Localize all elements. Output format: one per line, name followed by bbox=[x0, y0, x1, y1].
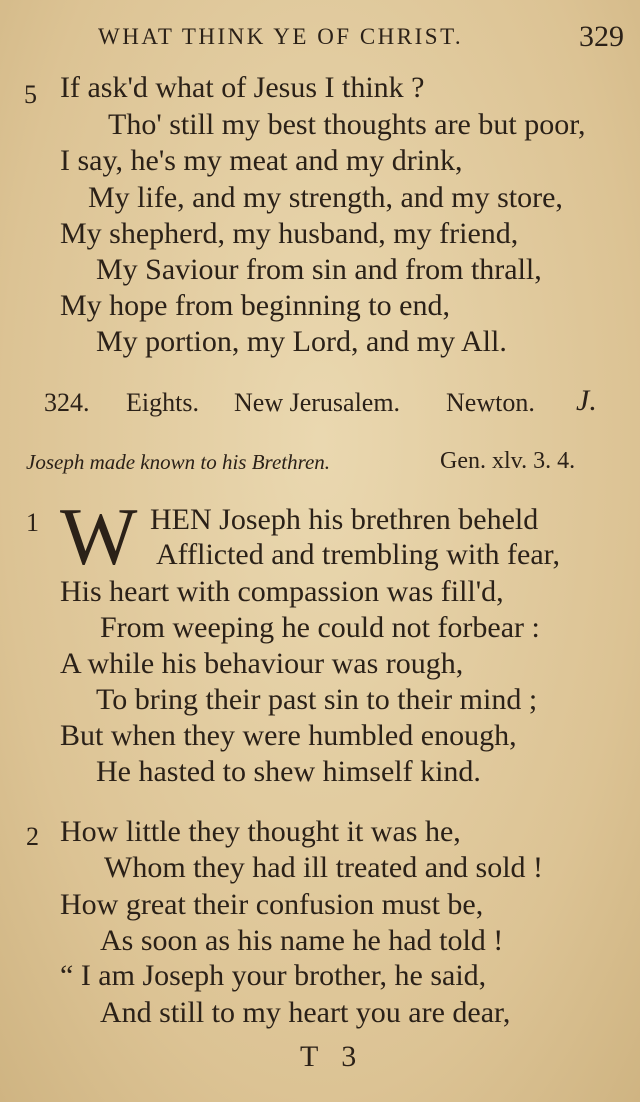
hymn-subject-line bbox=[26, 448, 616, 480]
verse-line: My hope from beginning to end, bbox=[60, 289, 450, 322]
verse-line: From weeping he could not forbear : bbox=[100, 611, 540, 644]
scripture-reference: Gen. xlv. 3. 4. bbox=[440, 448, 576, 474]
hymn-mark: J. bbox=[576, 384, 597, 417]
verse-line: My Saviour from sin and from thrall, bbox=[96, 253, 542, 286]
running-title: WHAT THINK YE OF CHRIST. bbox=[98, 24, 464, 49]
stanza-number: 1 bbox=[26, 508, 39, 537]
page-header bbox=[0, 20, 640, 60]
drop-cap: W bbox=[60, 491, 138, 582]
verse-line: But when they were humbled enough, bbox=[60, 719, 517, 752]
hymn-number: 324. bbox=[44, 388, 90, 417]
verse-line: Tho' still my best thoughts are but poor, bbox=[108, 108, 586, 141]
verse-line: My life, and my strength, and my store, bbox=[88, 181, 563, 214]
stanza-number: 2 bbox=[26, 822, 39, 851]
verse-line: His heart with compassion was fill'd, bbox=[60, 575, 504, 608]
signature-mark: T 3 bbox=[300, 1040, 365, 1073]
verse-line: How little they thought it was he, bbox=[60, 815, 461, 848]
verse-line: HEN Joseph his brethren beheld bbox=[150, 503, 539, 536]
verse-line: If ask'd what of Jesus I think ? bbox=[60, 71, 425, 104]
page-number: 329 bbox=[579, 20, 624, 53]
hymn-heading bbox=[44, 384, 614, 420]
verse-line: He hasted to shew himself kind. bbox=[96, 755, 481, 788]
hymn-author: Newton. bbox=[446, 388, 535, 417]
verse-line: My shepherd, my husband, my friend, bbox=[60, 217, 519, 250]
verse-line: A while his behaviour was rough, bbox=[60, 647, 464, 680]
verse-line: And still to my heart you are dear, bbox=[100, 996, 511, 1029]
verse-line: My portion, my Lord, and my All. bbox=[96, 325, 507, 358]
verse-line: “ I am Joseph your brother, he said, bbox=[60, 959, 487, 992]
verse-line: How great their confusion must be, bbox=[60, 888, 484, 921]
hymn-metre: Eights. bbox=[126, 388, 199, 417]
verse-line: Whom they had ill treated and sold ! bbox=[104, 851, 544, 884]
stanza-number: 5 bbox=[24, 80, 37, 109]
verse-line: To bring their past sin to their mind ; bbox=[96, 683, 538, 716]
verse-line: As soon as his name he had told ! bbox=[100, 924, 504, 957]
hymn-tune: New Jerusalem. bbox=[234, 388, 401, 417]
verse-line: Afflicted and trembling with fear, bbox=[156, 538, 560, 571]
verse-line: I say, he's my meat and my drink, bbox=[60, 144, 463, 177]
hymn-subject: Joseph made known to his Brethren. bbox=[26, 450, 331, 474]
